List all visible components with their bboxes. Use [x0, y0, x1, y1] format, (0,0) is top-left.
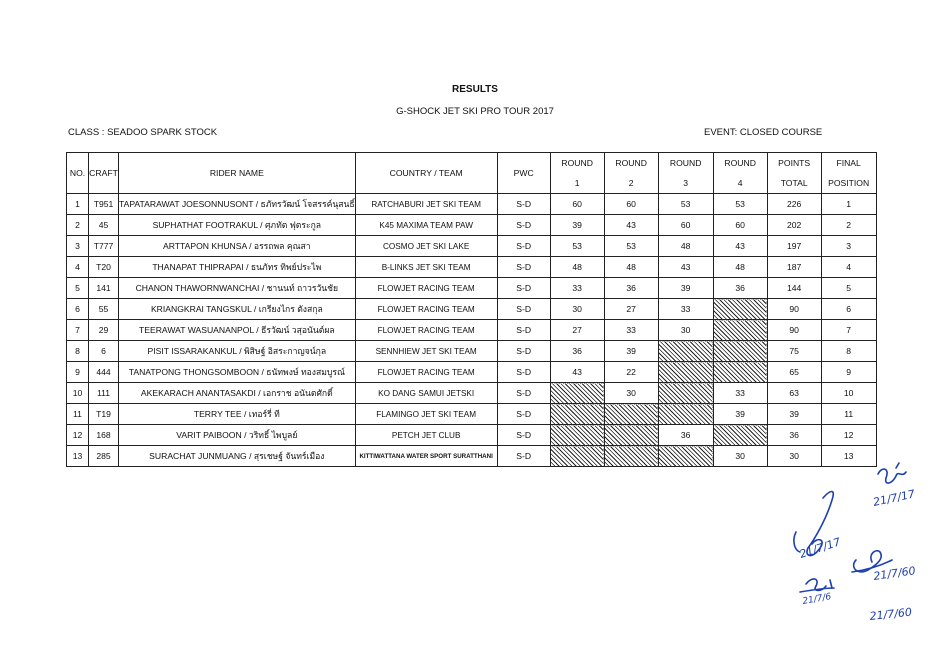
final-position: 13: [821, 446, 876, 467]
final-position: 9: [821, 362, 876, 383]
rider-name: TEERAWAT WASUANANPOL / ธีรวัฒน์ วสุอนันต์ผล: [119, 320, 356, 341]
craft-number: 285: [89, 446, 119, 467]
table-row: [67, 236, 877, 257]
col-country-team: COUNTRY / TEAM: [355, 153, 497, 194]
pwc: S-D: [497, 257, 550, 278]
header-row: [67, 153, 877, 194]
round-number: 4: [737, 178, 743, 188]
team-name: K45 MAXIMA TEAM PAW: [355, 215, 497, 236]
col-round-1: [550, 153, 604, 194]
pwc: S-D: [497, 278, 550, 299]
points-total: 90: [767, 320, 821, 341]
row-no: 8: [67, 341, 89, 362]
rider-name: KRIANGKRAI TANGSKUL / เกรียงไกร ตังสกุล: [119, 299, 356, 320]
round-4-score: 39: [713, 404, 767, 425]
row-no: 4: [67, 257, 89, 278]
results-title: RESULTS: [452, 84, 498, 95]
table-row: [67, 446, 877, 467]
round-1-score: 27: [550, 320, 604, 341]
signature-1: [807, 492, 833, 556]
rider-name: ARTTAPON KHUNSA / อรรถพล คุณสา: [119, 236, 356, 257]
round-number: 3: [683, 178, 689, 188]
class-label: CLASS : SEADOO SPARK STOCK: [68, 127, 218, 138]
table-row: [67, 215, 877, 236]
team-name: B-LINKS JET SKI TEAM: [355, 257, 497, 278]
pwc: S-D: [497, 215, 550, 236]
round-3-score: 39: [658, 278, 713, 299]
round-3-score: [658, 383, 713, 404]
round-3-score: [658, 404, 713, 425]
row-no: 11: [67, 404, 89, 425]
signature-4: [806, 579, 832, 591]
rider-name: TAPATARAWAT JOESONNUSONT / ธภัทรวัฒน์ โจสรรค์นุสนธิ์: [119, 194, 356, 215]
points-total: 36: [767, 425, 821, 446]
table-row: [67, 383, 877, 404]
final-position: 3: [821, 236, 876, 257]
table-row: [67, 320, 877, 341]
round-3-score: 53: [658, 194, 713, 215]
round-3-score: 48: [658, 236, 713, 257]
points-total: 226: [767, 194, 821, 215]
col-round-4: [713, 153, 767, 194]
round-label: ROUND: [615, 158, 647, 168]
pwc: S-D: [497, 299, 550, 320]
points-total: 30: [767, 446, 821, 467]
svg-text:21/7/6: 21/7/6: [801, 592, 833, 607]
row-no: 2: [67, 215, 89, 236]
craft-number: T777: [89, 236, 119, 257]
points-total: 63: [767, 383, 821, 404]
round-4-score: 33: [713, 383, 767, 404]
table-row: [67, 299, 877, 320]
round-4-score: 60: [713, 215, 767, 236]
row-no: 10: [67, 383, 89, 404]
round-2-score: 36: [604, 278, 658, 299]
event-subtitle: G-SHOCK JET SKI PRO TOUR 2017: [396, 106, 554, 117]
round-3-score: 33: [658, 299, 713, 320]
table-row: [67, 425, 877, 446]
row-no: 6: [67, 299, 89, 320]
round-2-score: 60: [604, 194, 658, 215]
round-2-score: [604, 446, 658, 467]
points-total: 202: [767, 215, 821, 236]
round-1-score: 60: [550, 194, 604, 215]
round-1-score: [550, 383, 604, 404]
final-position: 2: [821, 215, 876, 236]
team-name: RATCHABURI JET SKI TEAM: [355, 194, 497, 215]
craft-number: T951: [89, 194, 119, 215]
pwc: S-D: [497, 194, 550, 215]
row-no: 5: [67, 278, 89, 299]
signature-date-1: 21/7/17: [797, 535, 843, 561]
round-2-score: 22: [604, 362, 658, 383]
table-row: [67, 194, 877, 215]
round-2-score: 43: [604, 215, 658, 236]
points-label: POINTS: [778, 158, 811, 168]
team-name: SENNHIEW JET SKI TEAM: [355, 341, 497, 362]
row-no: 13: [67, 446, 89, 467]
rider-name: CHANON THAWORNWANCHAI / ชานนท์ ถาวรวันชัย: [119, 278, 356, 299]
round-2-score: [604, 404, 658, 425]
col-craft: CRAFT: [89, 153, 119, 194]
round-3-score: 43: [658, 257, 713, 278]
round-label: ROUND: [561, 158, 593, 168]
round-label: ROUND: [669, 158, 702, 168]
round-label: ROUND: [724, 158, 756, 168]
round-1-score: [550, 446, 604, 467]
rider-name: SUPHATHAT FOOTRAKUL / ศุภทัต ฟุตระกูล: [119, 215, 356, 236]
final-position: 7: [821, 320, 876, 341]
table-row: [67, 404, 877, 425]
pwc: S-D: [497, 404, 550, 425]
rider-name: PISIT ISSARAKANKUL / พิสิษฐ์ อิสระกาญจน์กุล: [119, 341, 356, 362]
signature-3: [854, 551, 882, 572]
final-label: FINAL: [836, 158, 861, 168]
rider-name: TERRY TEE / เทอร์รี่ ที: [119, 404, 356, 425]
team-name: KITTIWATTANA WATER SPORT SURATTHANI: [355, 446, 497, 467]
table-row: [67, 362, 877, 383]
event-label: EVENT: CLOSED COURSE: [704, 127, 823, 138]
row-no: 9: [67, 362, 89, 383]
points-total: 187: [767, 257, 821, 278]
rider-name: TANATPONG THONGSOMBOON / ธนัทพงษ์ ทองสมบูรณ์: [119, 362, 356, 383]
round-1-score: 48: [550, 257, 604, 278]
round-1-score: 30: [550, 299, 604, 320]
signature-2: [878, 469, 906, 483]
row-no: 7: [67, 320, 89, 341]
pwc: S-D: [497, 383, 550, 404]
round-number: 1: [574, 178, 580, 188]
table-row: [67, 341, 877, 362]
team-name: FLAMINGO JET SKI TEAM: [355, 404, 497, 425]
results-table: [66, 152, 877, 467]
points-total: 90: [767, 299, 821, 320]
craft-number: 45: [89, 215, 119, 236]
round-1-score: 53: [550, 236, 604, 257]
pwc: S-D: [497, 341, 550, 362]
signature-date-2: 21/7/17: [871, 487, 917, 509]
round-2-score: 33: [604, 320, 658, 341]
craft-number: 111: [89, 383, 119, 404]
result-rows: [67, 194, 877, 467]
team-name: FLOWJET RACING TEAM: [355, 320, 497, 341]
round-3-score: [658, 446, 713, 467]
team-name: COSMO JET SKI LAKE: [355, 236, 497, 257]
pwc: S-D: [497, 362, 550, 383]
craft-number: 168: [89, 425, 119, 446]
pwc: S-D: [497, 425, 550, 446]
round-3-score: [658, 362, 713, 383]
row-no: 3: [67, 236, 89, 257]
round-4-score: [713, 299, 767, 320]
table-row: [67, 278, 877, 299]
row-no: 12: [67, 425, 89, 446]
round-4-score: [713, 320, 767, 341]
col-no: NO.: [67, 153, 89, 194]
round-3-score: [658, 341, 713, 362]
round-2-score: 39: [604, 341, 658, 362]
signature-date-4: 21/7/60: [868, 605, 913, 623]
round-4-score: 36: [713, 278, 767, 299]
craft-number: 29: [89, 320, 119, 341]
round-4-score: [713, 362, 767, 383]
points-sub: TOTAL: [780, 178, 808, 188]
round-4-score: 48: [713, 257, 767, 278]
round-4-score: [713, 341, 767, 362]
rider-name: VARIT PAIBOON / วริทธิ์ ไพบูลย์: [119, 425, 356, 446]
team-name: FLOWJET RACING TEAM: [355, 278, 497, 299]
round-2-score: 30: [604, 383, 658, 404]
round-1-score: 33: [550, 278, 604, 299]
rider-name: SURACHAT JUNMUANG / สุรเชษฐ์ จันทร์เมือง: [119, 446, 356, 467]
final-position: 4: [821, 257, 876, 278]
final-sub: POSITION: [828, 178, 870, 188]
round-4-score: 30: [713, 446, 767, 467]
col-points-total: [767, 153, 821, 194]
col-round-3: [658, 153, 713, 194]
round-2-score: 53: [604, 236, 658, 257]
final-position: 12: [821, 425, 876, 446]
col-pwc: PWC: [497, 153, 550, 194]
round-1-score: [550, 404, 604, 425]
final-position: 10: [821, 383, 876, 404]
points-total: 39: [767, 404, 821, 425]
points-total: 75: [767, 341, 821, 362]
round-1-score: 39: [550, 215, 604, 236]
final-position: 8: [821, 341, 876, 362]
points-total: 65: [767, 362, 821, 383]
rider-name: THANAPAT THIPRAPAI / ธนภัทร ทิพย์ประไพ: [119, 257, 356, 278]
signature-date-3: 21/7/60: [872, 564, 917, 583]
final-position: 5: [821, 278, 876, 299]
team-name: FLOWJET RACING TEAM: [355, 362, 497, 383]
craft-number: 6: [89, 341, 119, 362]
col-round-2: [604, 153, 658, 194]
round-4-score: [713, 425, 767, 446]
team-name: FLOWJET RACING TEAM: [355, 299, 497, 320]
final-position: 11: [821, 404, 876, 425]
craft-number: T20: [89, 257, 119, 278]
col-rider-name: RIDER NAME: [119, 153, 356, 194]
craft-number: 141: [89, 278, 119, 299]
craft-number: T19: [89, 404, 119, 425]
points-total: 144: [767, 278, 821, 299]
round-1-score: 36: [550, 341, 604, 362]
table-row: [67, 257, 877, 278]
pwc: S-D: [497, 320, 550, 341]
final-position: 1: [821, 194, 876, 215]
round-2-score: 27: [604, 299, 658, 320]
round-1-score: 43: [550, 362, 604, 383]
round-2-score: [604, 425, 658, 446]
round-4-score: 43: [713, 236, 767, 257]
row-no: 1: [67, 194, 89, 215]
pwc: S-D: [497, 236, 550, 257]
pwc: S-D: [497, 446, 550, 467]
round-number: 2: [628, 178, 634, 188]
team-name: PETCH JET CLUB: [355, 425, 497, 446]
craft-number: 444: [89, 362, 119, 383]
round-3-score: 36: [658, 425, 713, 446]
final-position: 6: [821, 299, 876, 320]
round-2-score: 48: [604, 257, 658, 278]
round-3-score: 30: [658, 320, 713, 341]
points-total: 197: [767, 236, 821, 257]
round-4-score: 53: [713, 194, 767, 215]
rider-name: AKEKARACH ANANTASAKDI / เอกราช อนันตศักดิ์: [119, 383, 356, 404]
craft-number: 55: [89, 299, 119, 320]
round-3-score: 60: [658, 215, 713, 236]
col-final-position: [821, 153, 876, 194]
team-name: KO DANG SAMUI JETSKI: [355, 383, 497, 404]
round-1-score: [550, 425, 604, 446]
